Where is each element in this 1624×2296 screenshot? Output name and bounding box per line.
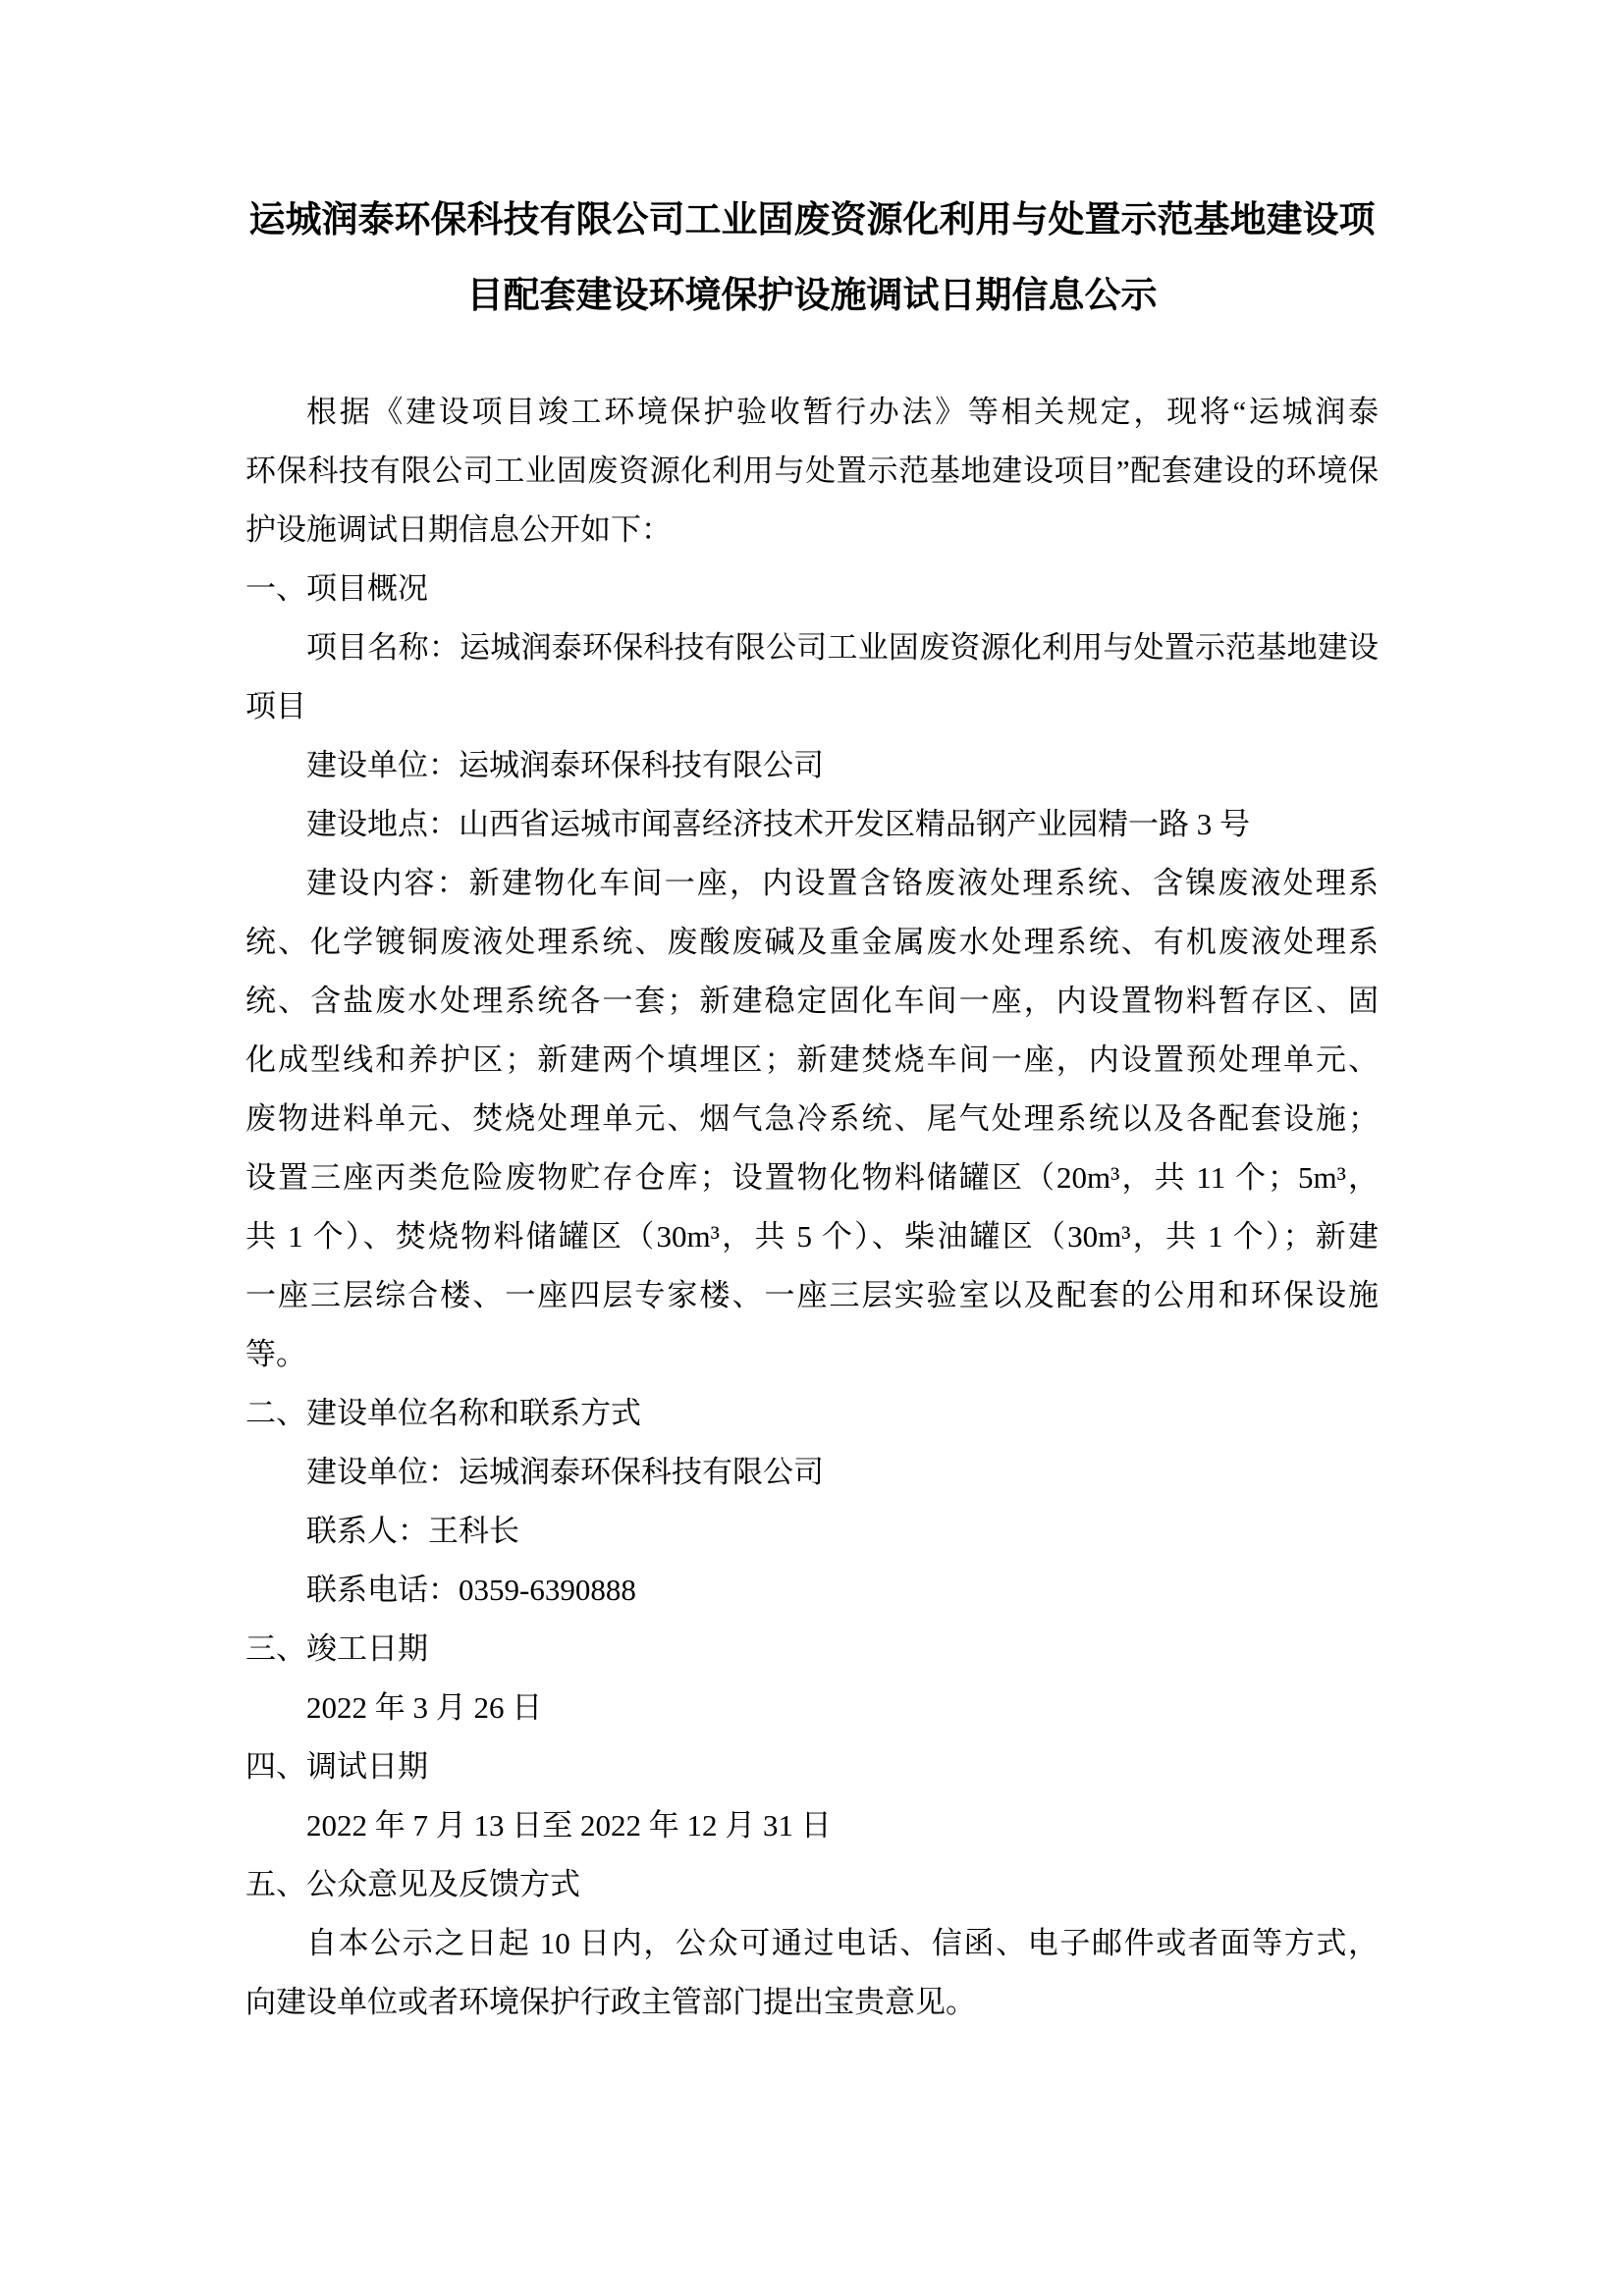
text-line: 统、化学镀铜废液处理系统、废酸废碱及重金属废水处理系统、有机废液处理系: [245, 925, 1379, 959]
text-line: 统、含盐废水处理系统各一套；新建稳定固化车间一座，内设置物料暂存区、固: [245, 984, 1379, 1018]
text-line: 共 1 个）、焚烧物料储罐区（30m³，共 5 个）、柴油罐区（30m³，共 1 个）；新建: [245, 1219, 1379, 1254]
text-line: 等。: [245, 1337, 306, 1371]
text-line: 环保科技有限公司工业固废资源化利用与处置示范基地建设项目”配套建设的环境保: [245, 454, 1379, 488]
text-line: 设置三座丙类危险废物贮存仓库；设置物化物料储罐区（20m³，共 11 个；5m³，: [245, 1160, 1379, 1195]
text-line: 根据《建设项目竣工环境保护验收暂行办法》等相关规定，现将“运城润泰: [306, 395, 1379, 429]
text-line: 运城润泰环保科技有限公司工业固废资源化利用与处置示范基地建设项: [248, 200, 1376, 240]
text-line: 项目名称：运城润泰环保科技有限公司工业固废资源化利用与处置示范基地建设: [306, 630, 1379, 665]
text-line: 护设施调试日期信息公开如下：: [245, 512, 672, 547]
text-line: 建设地点：山西省运城市闻喜经济技术开发区精品钢产业园精一路 3 号: [306, 807, 1250, 841]
text-line: 四、调试日期: [245, 1749, 428, 1784]
text-line: 联系电话：0359-6390888: [306, 1573, 636, 1607]
text-line: 废物进料单元、焚烧处理单元、烟气急冷系统、尾气处理系统以及各配套设施；: [245, 1101, 1379, 1136]
text-line: 建设内容：新建物化车间一座，内设置含铬废液处理系统、含镍废液处理系: [306, 866, 1379, 900]
text-line: 建设单位：运城润泰环保科技有限公司: [306, 748, 824, 782]
text-line: 项目: [245, 689, 306, 723]
text-line: 联系人：王科长: [306, 1514, 519, 1548]
text-line: 2022 年 3 月 26 日: [306, 1690, 543, 1725]
text-line: 向建设单位或者环境保护行政主管部门提出宝贵意见。: [245, 1985, 976, 2019]
document-body: [245, 383, 1379, 2032]
text-line: 五、公众意见及反馈方式: [245, 1867, 580, 1901]
text-line: 自本公示之日起 10 日内，公众可通过电话、信函、电子邮件或者面等方式，: [306, 1926, 1379, 1960]
text-line: 一、项目概况: [245, 571, 428, 606]
document-title: [245, 183, 1379, 334]
text-line: 一座三层综合楼、一座四层专家楼、一座三层实验室以及配套的公用和环保设施: [245, 1278, 1379, 1312]
text-line: 2022 年 7 月 13 日至 2022 年 12 月 31 日: [306, 1808, 832, 1842]
text-line: 二、建设单位名称和联系方式: [245, 1396, 641, 1430]
text-line: 三、竣工日期: [245, 1631, 428, 1666]
text-line: 建设单位：运城润泰环保科技有限公司: [306, 1455, 824, 1489]
text-line: 化成型线和养护区；新建两个填埋区；新建焚烧车间一座，内设置预处理单元、: [245, 1042, 1379, 1077]
text-line: 目配套建设环境保护设施调试日期信息公示: [466, 276, 1158, 316]
